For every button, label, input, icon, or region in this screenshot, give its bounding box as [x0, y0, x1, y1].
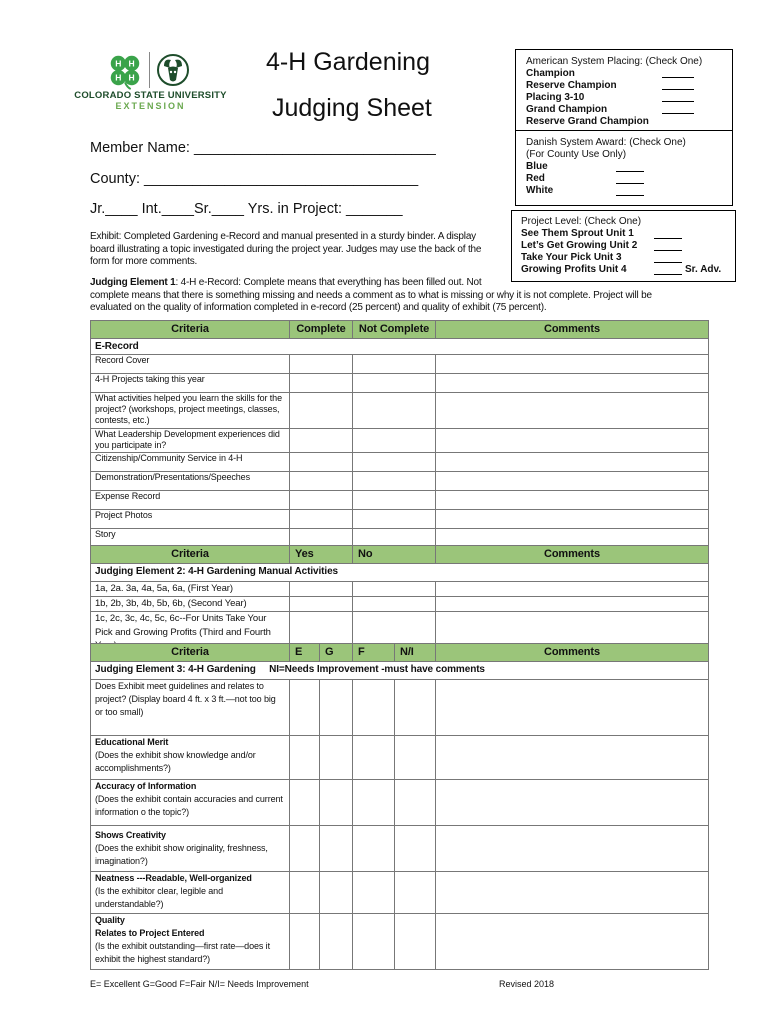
danish-item-white: White — [526, 185, 554, 196]
table-row — [91, 374, 709, 393]
table-row — [91, 510, 709, 529]
table-header — [91, 546, 709, 564]
american-item-champion: Champion — [526, 68, 575, 79]
project-level-box — [511, 210, 736, 282]
criteria-body: (Is the exhibit outstanding—first rate—does it exhibit the highest standard?) — [95, 941, 270, 964]
header-not-complete: Not Complete — [353, 321, 436, 339]
fair-cell[interactable] — [353, 826, 395, 872]
complete-cell[interactable] — [290, 491, 353, 510]
comments-cell[interactable] — [436, 597, 709, 612]
criteria-title: Educational Merit — [95, 737, 169, 747]
manual-activities-table — [90, 545, 709, 654]
4h-clover-icon — [106, 52, 144, 90]
american-item-reserve-champion: Reserve Champion — [526, 80, 617, 91]
yes-cell[interactable] — [290, 597, 353, 612]
extension-label: EXTENSION — [115, 101, 186, 111]
footer-legend: E= Excellent G=Good F=Fair N/I= Needs Improvement — [90, 979, 309, 989]
complete-cell[interactable] — [290, 510, 353, 529]
table-row — [91, 429, 709, 453]
project-level-unit2: Let’s Get Growing Unit 2 — [521, 240, 638, 251]
yes-cell[interactable] — [290, 582, 353, 597]
criteria-cell: 4-H Projects taking this year — [91, 374, 290, 393]
danish-blank-blue[interactable] — [616, 171, 644, 172]
american-blank-4[interactable] — [662, 113, 694, 114]
american-item-reserve-grand-champion: Reserve Grand Champion — [526, 116, 649, 127]
needs-improvement-cell[interactable] — [395, 872, 436, 914]
header-no: No — [353, 546, 436, 564]
header-comments: Comments — [436, 321, 709, 339]
svg-text:H: H — [115, 58, 122, 69]
good-cell[interactable] — [320, 680, 353, 736]
not-complete-cell[interactable] — [353, 510, 436, 529]
complete-cell[interactable] — [290, 355, 353, 374]
comments-cell[interactable] — [436, 736, 709, 780]
criteria-cell: 1a, 2a. 3a, 4a, 5a, 6a, (First Year) — [91, 582, 290, 597]
good-cell[interactable] — [320, 736, 353, 780]
needs-improvement-cell[interactable] — [395, 736, 436, 780]
je1-line2: complete means that there is something missing and needs a comment as to what is missing or why it is not complete. Project will be — [90, 289, 652, 301]
not-complete-cell[interactable] — [353, 472, 436, 491]
header-yes: Yes — [290, 546, 353, 564]
criteria-body: (Does the exhibit contain accuracies and current information o the topic?) — [95, 794, 283, 817]
comments-cell[interactable] — [436, 472, 709, 491]
comments-cell[interactable] — [436, 429, 709, 453]
placing-box — [515, 49, 733, 206]
comments-cell[interactable] — [436, 780, 709, 826]
not-complete-cell[interactable] — [353, 393, 436, 429]
level-blank-3[interactable] — [654, 262, 682, 263]
criteria-body: (Does the exhibit show knowledge and/or accomplishments?) — [95, 750, 256, 773]
project-level-unit1: See Them Sprout Unit 1 — [521, 228, 634, 239]
page-title-line1: 4-H Gardening — [266, 48, 430, 76]
sr-adv-label: Sr. Adv. — [685, 264, 722, 275]
criteria-cell: 1c, 2c, 3c, 4c, 5c, 6c--For Units Take Your Pick and Growing Profits (Third and Fourth — [91, 612, 290, 654]
judging-element-1-paragraph — [90, 277, 730, 315]
header-needs-improvement: N/I — [395, 644, 436, 662]
page-title-line2: Judging Sheet — [272, 94, 432, 122]
je1-line1: : 4-H e-Record: Complete means that everything has been filled out. Not — [175, 277, 482, 288]
criteria-cell: Citizenship/Community Service in 4-H — [91, 453, 290, 472]
excellent-cell[interactable] — [290, 736, 320, 780]
criteria-cell: 1b, 2b, 3b, 4b, 5b, 6b, (Second Year) — [91, 597, 290, 612]
project-level-heading: Project Level: (Check One) — [521, 216, 642, 227]
complete-cell[interactable] — [290, 393, 353, 429]
exhibit-line2: board illustrating a topic investigated during the project year. Judges may use the back of the — [90, 243, 482, 255]
fair-cell[interactable] — [353, 736, 395, 780]
project-level-unit4: Growing Profits Unit 4 — [521, 264, 627, 275]
criteria-title: Accuracy of Information — [95, 781, 197, 791]
no-cell[interactable] — [353, 582, 436, 597]
american-item-grand-champion: Grand Champion — [526, 104, 608, 115]
project-level-unit3: Take Your Pick Unit 3 — [521, 252, 622, 263]
complete-cell[interactable] — [290, 472, 353, 491]
header-fair: F — [353, 644, 395, 662]
needs-improvement-cell[interactable] — [395, 826, 436, 872]
table-row — [91, 582, 709, 597]
comments-cell[interactable] — [436, 393, 709, 429]
danish-note: (For County Use Only) — [526, 149, 627, 160]
exhibit-judging-table — [90, 643, 709, 970]
good-cell[interactable] — [320, 780, 353, 826]
section-row — [91, 662, 709, 680]
e-record-table — [90, 320, 709, 548]
je1-label: Judging Element 1 — [90, 277, 176, 288]
comments-cell[interactable] — [436, 510, 709, 529]
placing-box-separator — [516, 130, 732, 131]
level-blank-4[interactable] — [654, 274, 682, 275]
section-row — [91, 339, 709, 355]
criteria-title: Shows Creativity — [95, 830, 166, 840]
university-name: COLORADO STATE UNIVERSITY — [74, 90, 227, 101]
header-criteria: Criteria — [91, 546, 290, 564]
danish-blank-white[interactable] — [616, 195, 644, 196]
excellent-cell[interactable] — [290, 780, 320, 826]
comments-cell[interactable] — [436, 582, 709, 597]
table-row — [91, 780, 709, 826]
not-complete-cell[interactable] — [353, 355, 436, 374]
not-complete-cell[interactable] — [353, 374, 436, 393]
division-field[interactable]: Jr.____ Int.____Sr.____ Yrs. in Project: _______ — [90, 201, 403, 217]
excellent-cell[interactable] — [290, 914, 320, 970]
american-item-placing: Placing 3-10 — [526, 92, 585, 103]
complete-cell[interactable] — [290, 374, 353, 393]
comments-cell[interactable] — [436, 826, 709, 872]
je1-line3: evaluated on the quality of information completed in e-record (25 percent) and quality of exhibit (75 percent). — [90, 302, 547, 313]
criteria-cell: Project Photos — [91, 510, 290, 529]
criteria-body: (Does the exhibit show originality, freshness, imagination?) — [95, 843, 268, 866]
member-name-field[interactable]: Member Name: ______________________________ — [90, 140, 436, 156]
not-complete-cell[interactable] — [353, 429, 436, 453]
good-cell[interactable] — [320, 914, 353, 970]
american-blank-2[interactable] — [662, 89, 694, 90]
table-row — [91, 872, 709, 914]
needs-improvement-cell[interactable] — [395, 780, 436, 826]
table-header — [91, 644, 709, 662]
exhibit-paragraph — [90, 231, 510, 269]
exhibit-line3: form for more comments. — [90, 256, 198, 267]
complete-cell[interactable] — [290, 429, 353, 453]
ram-logo-icon — [156, 52, 190, 88]
svg-text:H: H — [115, 72, 122, 83]
logo-divider — [149, 52, 150, 88]
criteria-cell: Does Exhibit meet guidelines and relates to project? (Display board 4 ft. x 3 ft.—not too big or too small) — [91, 680, 290, 736]
comments-cell[interactable] — [436, 680, 709, 736]
criteria-body: (Is the exhibitor clear, legible and understandable?) — [95, 886, 223, 909]
footer-revised: Revised 2018 — [499, 979, 555, 989]
not-complete-cell[interactable] — [353, 453, 436, 472]
table-row — [91, 393, 709, 429]
comments-cell[interactable] — [436, 491, 709, 510]
table-row — [91, 597, 709, 612]
excellent-cell[interactable] — [290, 680, 320, 736]
section-e-record: E-Record — [91, 339, 709, 355]
danish-item-blue: Blue — [526, 161, 548, 172]
fair-cell[interactable] — [353, 872, 395, 914]
table-row — [91, 472, 709, 491]
needs-improvement-cell[interactable] — [395, 680, 436, 736]
good-cell[interactable] — [320, 826, 353, 872]
svg-text:H: H — [128, 58, 135, 69]
criteria-cell: Demonstration/Presentations/Speeches — [91, 472, 290, 491]
criteria-cell: Story — [91, 529, 290, 548]
header-comments: Comments — [436, 546, 709, 564]
table-header — [91, 321, 709, 339]
criteria-cell: Expense Record — [91, 491, 290, 510]
excellent-cell[interactable] — [290, 826, 320, 872]
comments-cell[interactable] — [436, 355, 709, 374]
american-blank-3[interactable] — [662, 101, 694, 102]
criteria-cell: What Leadership Development experiences did you participate in? — [91, 429, 290, 453]
table-row — [91, 453, 709, 472]
level-blank-2[interactable] — [654, 250, 682, 251]
no-cell[interactable] — [353, 597, 436, 612]
svg-text:H: H — [128, 72, 135, 83]
table-row — [91, 680, 709, 736]
header-good: G — [320, 644, 353, 662]
comments-cell[interactable] — [436, 914, 709, 970]
fair-cell[interactable] — [353, 780, 395, 826]
header-comments: Comments — [436, 644, 709, 662]
not-complete-cell[interactable] — [353, 491, 436, 510]
american-heading: American System Placing: (Check One) — [526, 56, 703, 67]
needs-improvement-cell[interactable] — [395, 914, 436, 970]
complete-cell[interactable] — [290, 453, 353, 472]
good-cell[interactable] — [320, 872, 353, 914]
fair-cell[interactable] — [353, 914, 395, 970]
header-excellent: E — [290, 644, 320, 662]
danish-heading: Danish System Award: (Check One) — [526, 137, 686, 148]
fair-cell[interactable] — [353, 680, 395, 736]
criteria-cell: Record Cover — [91, 355, 290, 374]
comments-cell[interactable] — [436, 374, 709, 393]
table-row — [91, 736, 709, 780]
header-criteria: Criteria — [91, 321, 290, 339]
table-row — [91, 826, 709, 872]
excellent-cell[interactable] — [290, 872, 320, 914]
csu-extension-logo — [68, 50, 233, 112]
header-complete: Complete — [290, 321, 353, 339]
table-row — [91, 914, 709, 970]
criteria-title: Quality Relates to Project Entered — [95, 915, 205, 938]
danish-item-red: Red — [526, 173, 545, 184]
criteria-cell: What activities helped you learn the skills for the project? (workshops, project meetings, classes, contests, etc.) — [91, 393, 290, 429]
table-row — [91, 355, 709, 374]
header-criteria: Criteria — [91, 644, 290, 662]
section-row — [91, 564, 709, 582]
section-judging-element-3: Judging Element 3: 4-H Gardening NI=Needs Improvement -must have comments — [91, 662, 709, 680]
comments-cell[interactable] — [436, 453, 709, 472]
criteria-title: Neatness ---Readable, Well-organized — [95, 873, 252, 883]
comments-cell[interactable] — [436, 872, 709, 914]
county-field[interactable]: County: __________________________________ — [90, 171, 419, 187]
table-row — [91, 491, 709, 510]
level-blank-1[interactable] — [654, 238, 682, 239]
exhibit-line1: Exhibit: Completed Gardening e-Record and manual presented in a sturdy binder. A display — [90, 231, 476, 242]
section-judging-element-2: Judging Element 2: 4-H Gardening Manual Activities — [91, 564, 709, 582]
danish-blank-red[interactable] — [616, 183, 644, 184]
american-blank-1[interactable] — [662, 77, 694, 78]
